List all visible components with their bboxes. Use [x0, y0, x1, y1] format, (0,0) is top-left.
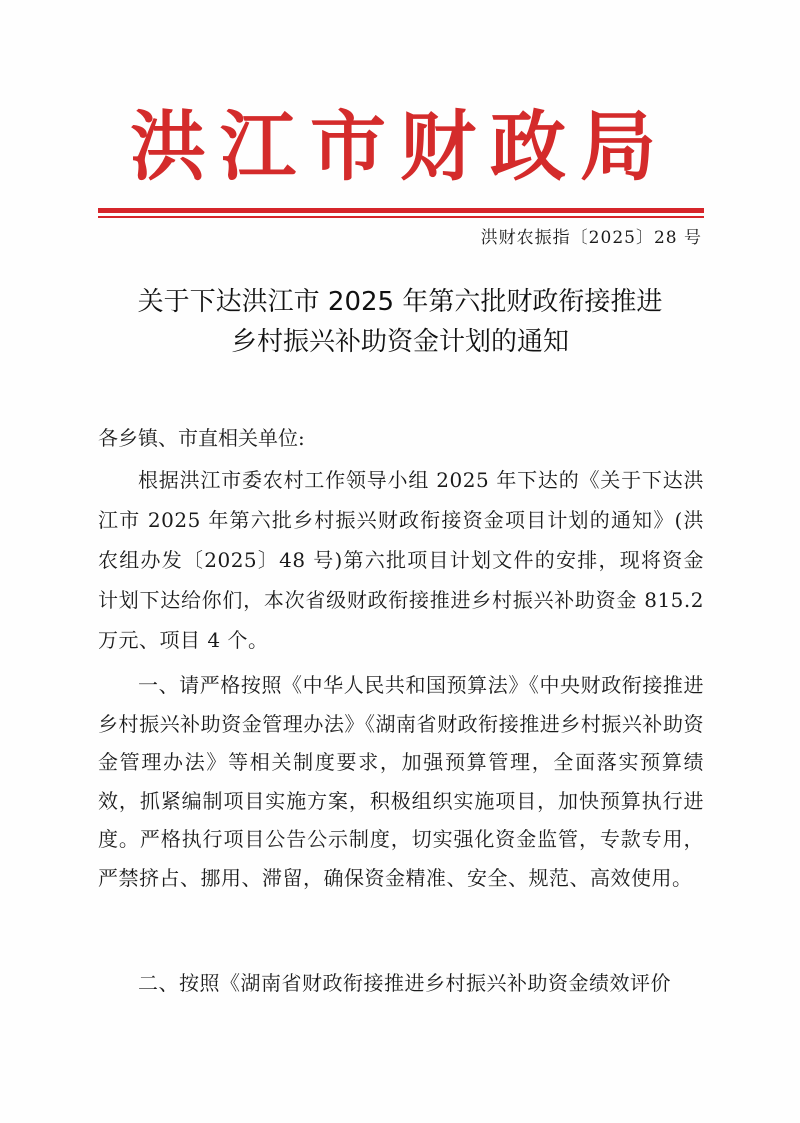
document-title-line-2: 乡村振兴补助资金计划的通知: [230, 327, 569, 357]
letterhead-title: 洪江市财政局: [130, 102, 670, 191]
paragraph-item-2: 二、按照《湖南省财政衔接推进乡村振兴补助资金绩效评价: [138, 971, 671, 995]
letterhead-divider-thick: [98, 208, 704, 213]
paragraph-item-1: 一、请严格按照《中华人民共和国预算法》《中央财政衔接推进乡村振兴补助资金管理办法》《湖南省财政衔接推进乡村振兴补助资金管理办法》等相关制度要求，加强预算管理，全面落实预算绩效，抓紧编制项目实施方案，积极组织实施项目，加快预算执行进度。严格执行项目公告公示制度，切实强化资金监管，专款专用，严禁挤占、挪用、滞留，确保资金精准、安全、规范、高效使用。: [98, 673, 704, 890]
document-title-line-1: 关于下达洪江市 2025 年第六批财政衔接推进: [137, 287, 663, 317]
document-title: [80, 282, 720, 362]
letterhead-divider-thin: [98, 216, 704, 218]
document-number: 洪财农振指〔2025〕28 号: [480, 228, 702, 248]
salutation: 各乡镇、市直相关单位:: [98, 426, 305, 450]
paragraph-intro: 根据洪江市委农村工作领导小组 2025 年下达的《关于下达洪江市 2025 年第六批乡村振兴财政衔接资金项目计划的通知》(洪农组办发〔2025〕48 号)第六批项目计划文件的安排，现将资金计划下达给你们，本次省级财政衔接推进乡村振兴补助资金 815.2 万元、项目 4 个。: [98, 468, 704, 652]
